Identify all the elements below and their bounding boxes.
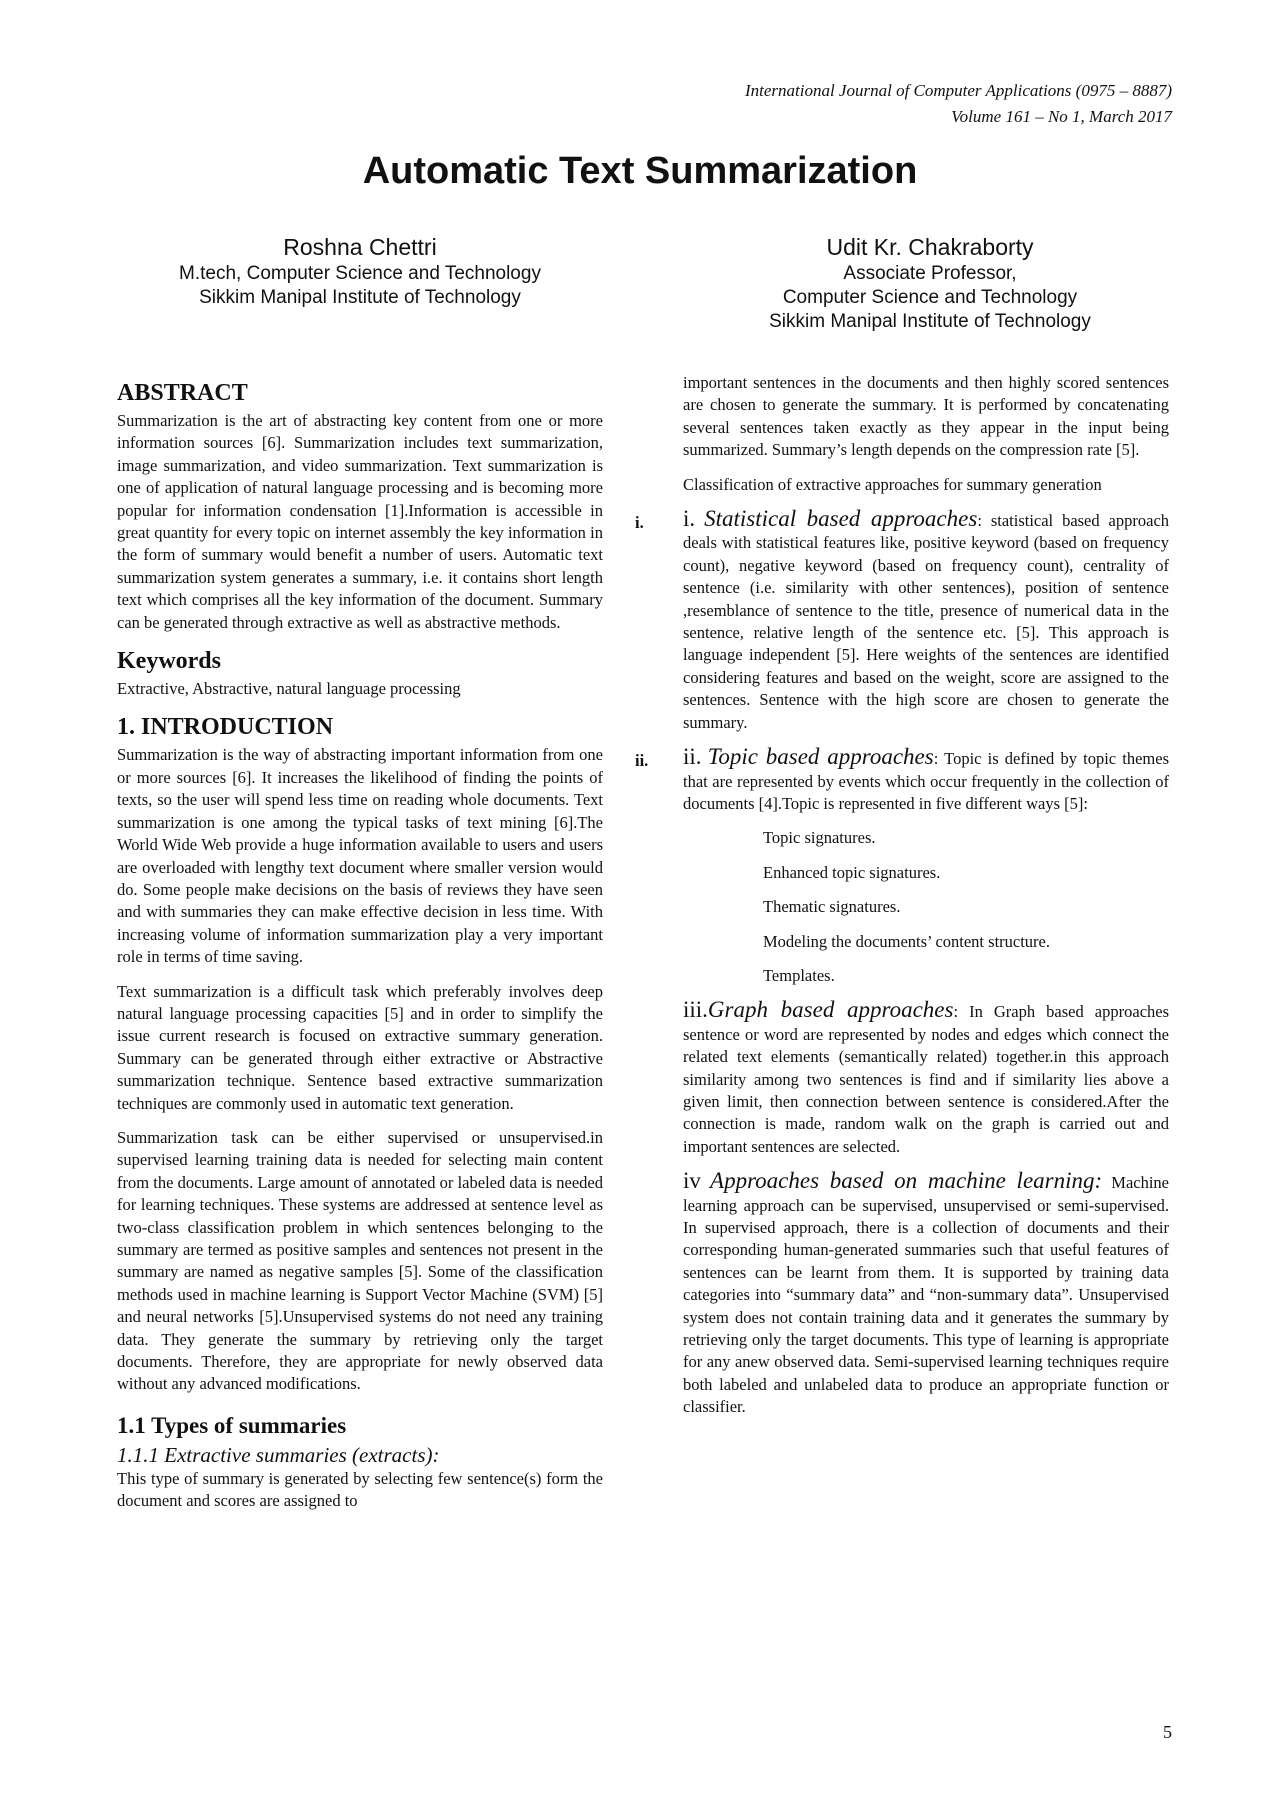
topic-approach [635,744,1169,815]
journal-name: International Journal of Computer Applications (0975 – 8887) [744,81,1172,100]
extractive-text: This type of summary is generated by selecting few sentence(s) form the document and scores are assigned to [117,1468,603,1511]
ml-approach [683,1170,1169,1418]
topic-list [763,827,1169,987]
author-affiliation-line: Associate Professor, [843,263,1017,284]
approach-heading: Statistical based approaches [704,506,978,532]
author-affiliation-line: Sikkim Manipal Institute of Technology [199,287,521,308]
introduction-paragraph: Text summarization is a difficult task which preferably involves deep natural language processing capacities [5] and in order to simplify the issue current research is focused on extractive summary generation. Summary can be generated through either extractive or Abstractive summarization technique. Sentence based extractive summarization techniques are commonly used in automatic text generation. [117,981,603,1113]
list-item: Thematic signatures. [763,897,901,917]
approach-text: : In Graph based approaches sentence or word are represented by nodes and edges which connect the related text elements (semantically related) together.in this approach similarity among two sentences is find and if similarity lies above a given limit, then connection between sentence is considered.After the connection is made, random walk on the graph is carried out and important sentences are selected. [683,1002,1170,1156]
left-column [117,372,603,1525]
author-affiliation-line: M.tech, Computer Science and Technology [179,263,541,284]
approach-heading: Approaches based on machine learning: [710,1168,1103,1194]
approach-number: ii. [683,744,702,770]
approach-heading: Topic based approaches [707,744,934,770]
journal-header [745,78,1172,130]
list-item: Enhanced topic signatures. [763,862,941,882]
page-number: 5 [1163,1722,1172,1742]
author-block-2 [670,232,1190,334]
continuation-paragraph: important sentences in the documents and then highly scored sentences are chosen to generate the summary. It is performed by concatenating several sentences taken exactly as they appear in the input being summarized. Summary’s length depends on the compression rate [5]. [683,373,1169,460]
classification-paragraph: Classification of extractive approaches for summary generation [683,474,1102,494]
extractive-subheading: 1.1.1 Extractive summaries (extracts): [117,1442,440,1467]
approach-number: iv [683,1168,701,1194]
abstract-heading: ABSTRACT [117,380,248,406]
approach-heading: Graph based approaches [707,997,954,1023]
introduction-paragraph: Summarization task can be either supervised or unsupervised.in supervised learning training data is needed for selecting main content from the documents. Large amount of annotated or labeled data is needed for learning techniques. These systems are addressed at sentence level as two-class classification problem in which sentences belonging to the summary are termed as positive samples and sentences not present in the summary are named as negative samples [5]. Some of the classification methods used in machine learning is Support Vector Machine (SVM) [5] and neural networks [5].Unsupervised systems do not need any training data. They generate the summary by retrieving only the target documents. Therefore, they are appropriate for newly observed data without any advanced modifications. [117,1127,603,1394]
author-block-1 [100,232,620,310]
abstract-text: Summarization is the art of abstracting key content from one or more information sources [6]. Summarization includes text summarization, image summarization, and video summarization. Text summarization is one of application of natural language processing and is becoming more popular for information condensation [1].Information is accessible in great quantity for every topic on internet assembly the key information in the form of summary would benefit a number of users. Automatic text summarization system generates a summary, i.e. it contains short length text which comprises all the key information of the document. Summary can be generated through extractive as well as abstractive methods. [117,411,603,632]
journal-volume: Volume 161 – No 1, March 2017 [951,107,1172,126]
types-heading: 1.1 Types of summaries [117,1412,347,1438]
list-item: Modeling the documents’ content structure. [763,931,1050,951]
approach-text: : statistical based approach deals with statistical features like, positive keyword (based on frequency count), negative keyword (based on frequency count), centrality of sentence (i.e. similarity with other sentences), position of sentence ,resemblance of sentence to the title, presence of numerical data in the sentence, relative length of the sentence etc. [5]. This approach is language independent [5]. Here weights of the sentences are identified considering features and based on the weight, score are assigned to the sentences. Sentence with the high score are chosen to generate the summary. [683,511,1170,732]
approach-text: : Topic is defined by topic themes that are represented by events which occur frequently in the collection of documents [4].Topic is represented in five different ways [5]: [683,749,1169,813]
author-affiliation-line: Computer Science and Technology [782,287,1078,308]
list-marker: i. [635,513,644,533]
list-item: Templates. [763,965,835,985]
graph-approach [683,999,1169,1158]
introduction-paragraph: Summarization is the way of abstracting important information from one or more sources [6]. It increases the likelihood of finding the points of texts, so the user will spend less time on reading whole documents. Text summarization is one among the typical tasks of text mining [6].The World Wide Web provide a huge information available to users and users are overloaded with lengthy text document where smaller version would do. Some people make decisions on the basis of reviews they have seen and with summaries they can make effective decision in less time. With increasing volume of information summarization play a very important role in terms of time saving. [117,745,603,967]
list-item: Topic signatures. [763,828,876,848]
author-name: Roshna Chettri [283,234,437,260]
author-affiliation-line: Sikkim Manipal Institute of Technology [769,311,1091,332]
statistical-approach [635,506,1170,734]
approach-text: Machine learning approach can be supervised, unsupervised or semi-supervised. In supervised approach, there is a collection of documents and their corresponding human-generated summaries such that useful features of sentences can be learnt from them. It is supported by training data categories into “summary data” and “non-summary data”. Unsupervised system does not contain training data and it generates the summary by retrieving only the target documents. This type of learning is appropriate for any anew observed data. Semi-supervised learning techniques require both labeled and unlabeled data to produce an appropriate function or classifier. [683,1173,1170,1417]
keywords-heading: Keywords [117,648,221,675]
right-column [635,372,1170,1431]
approach-number: i. [683,506,696,532]
paper-title: Automatic Text Summarization [362,150,918,192]
list-marker: ii. [635,751,649,771]
author-name: Udit Kr. Chakraborty [826,234,1034,260]
keywords-text: Extractive, Abstractive, natural language processing [117,679,461,699]
approach-number: iii. [683,997,708,1023]
introduction-heading: 1. INTRODUCTION [117,714,334,741]
